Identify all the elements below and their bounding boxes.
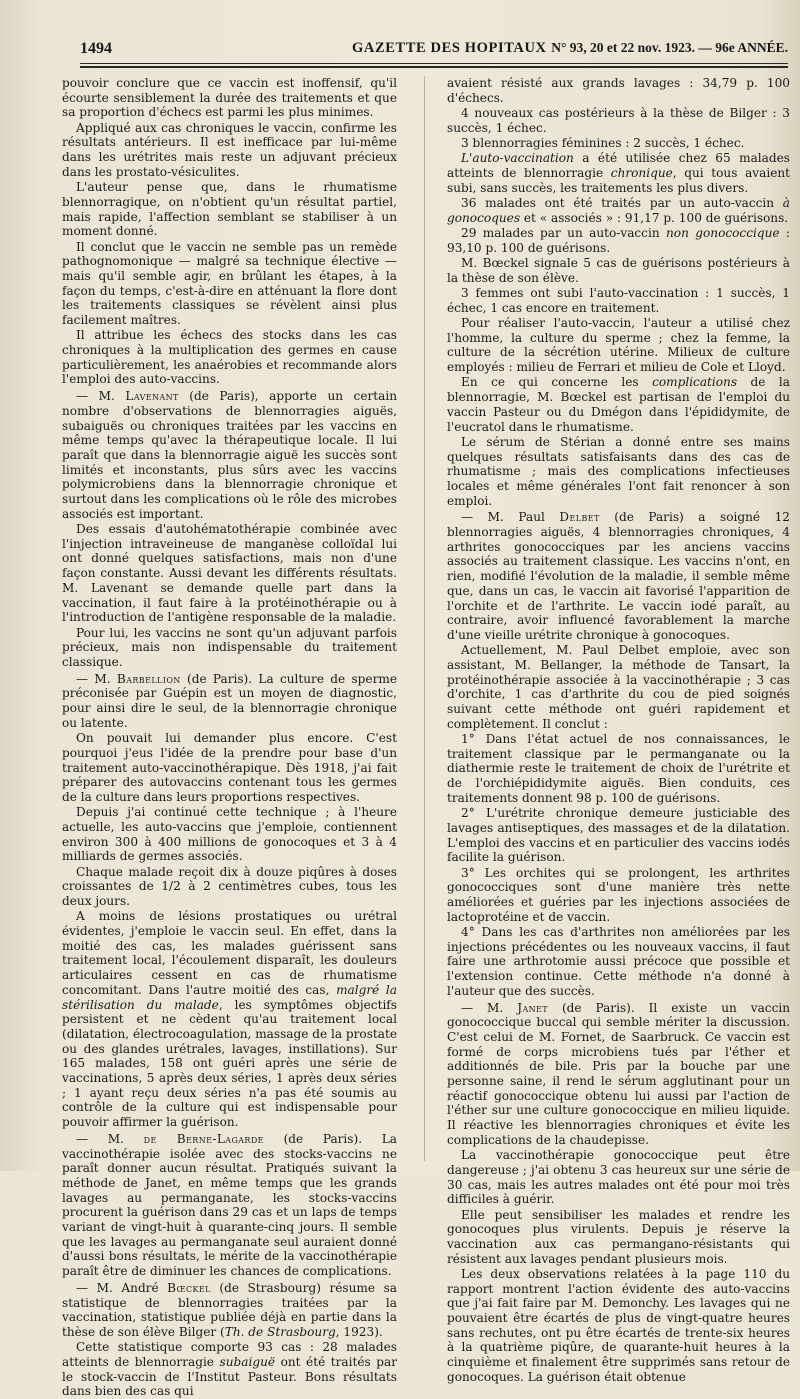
header-rule-double: [80, 66, 788, 68]
paragraph: 29 malades par un auto-vaccin non gonococcique : 93,10 p. 100 de guérisons.: [447, 226, 791, 255]
paragraph: On pouvait lui demander plus encore. C'est pourquoi j'eus l'idée de la prendre pour base d'un traitement auto-vaccinothérapique. Dès 1918, j'ai fait préparer des autovaccins contenant tous les germes de la culture dans leurs proportions respectives.: [62, 731, 397, 804]
conclusion-item: 4° Dans les cas d'arthrites non améliorées par les injections précédentes ou les nouveaux vaccins, il faut faire une arthrotomie aussi précoce que possible et l'extension continue. Cette méthode n'a donné à l'auteur que des succès.: [447, 924, 790, 998]
issue-info: N° 93, 20 et 22 nov. 1923. — 96e ANNÉE.: [551, 40, 788, 55]
paragraph: Depuis j'ai continué cette technique ; à l'heure actuelle, les auto-vaccins que j'emploie, contiennent environ 300 à 400 millions de gonocoques et 3 à 4 milliards de germes associés.: [62, 805, 397, 864]
paragraph: Le sérum de Stérian a donné entre ses mains quelques résultats satisfaisants dans des cas de rhumatisme ; mais des complications infectieuses locales et même générales l'ont fait renoncer à son emploi.: [447, 434, 790, 508]
conclusion-item: 1° Dans l'état actuel de nos connaissances, le traitement classique par le permanganate ou la diathermie reste le traitement de choix de l'urétrite et de l'orchiépididymite aiguës. Bien conduits, ces traitements donnent 98 p. 100 de guérisons.: [447, 732, 790, 805]
author-name: Delbet: [559, 510, 600, 525]
author-name: Lavenant: [125, 389, 179, 404]
paragraph: Il attribue les échecs des stocks dans les cas chroniques à la multiplication des germes en cause particulièrement, les anaérobies et recommande alors l'emploi des auto-vaccins.: [62, 328, 397, 387]
paragraph: Les deux observations relatées à la page 110 du rapport montrent l'action évidente des auto-vaccins que j'ai fait faire par M. Demonchy. Les lavages qui ne pouvaient être écartés de plus de vingt-quatre heures sans rechutes, ont pu être écartés de trente-six heures à la quatrième piqûre, de quarante-huit heures à la cinquième et finalement être supprimés sans retour de gonocoques. La guérison était obtenue: [447, 1266, 790, 1384]
paragraph-janet: — M. Janet (de Paris). Il existe un vaccin gonococcique buccal qui semble mériter la discussion. C'est celui de M. Fornet, de Saarbruck. Ce vaccin est formé de corps microbiens tués par l'éther et additionnés de bile. Pris par la bouche par une personne saine, il rend le sérum agglutinant pour un réactif gonococcique obtenu lui aussi par l'action de l'éther sur une culture gonococcique en milieu liquide. Il réactive les blennorragies chroniques et évite les complications de la chaudepisse.: [447, 1000, 790, 1147]
paragraph: Cette statistique comporte 93 cas : 28 malades atteints de blennorragie subaiguë ont été traités par le stock-vaccin de l'Institut Pasteur. Bons résultats dans bien des cas qui: [62, 1340, 397, 1399]
paragraph: Actuellement, M. Paul Delbet emploie, avec son assistant, M. Bellanger, la méthode de Tansart, la protéinothérapie associée à la vaccinothérapie ; 3 cas d'orchite, 1 cas d'arthrite du cou de pied soignés suivant cette méthode ont guéri rapidement et complètement. Il conclut :: [447, 643, 790, 731]
author-name: Janet: [517, 1000, 549, 1015]
paragraph: Elle peut sensibiliser les malades et rendre les gonocoques plus virulents. Depuis je réserve la vaccination aux cas permangano-résistants qui résistent aux lavages pendant plusieurs mois.: [447, 1207, 790, 1266]
paragraph: L'auteur pense que, dans le rhumatisme blennorragique, on n'obtient qu'un résultat partiel, mais rapide, l'affection semblant se stabiliser à un moment donné.: [62, 180, 397, 239]
paragraph: Appliqué aux cas chroniques le vaccin, confirme les résultats antérieurs. Il est inefficace par lui-même dans les urétrites mais reste un adjuvant précieux dans les prostato-vésiculites.: [62, 120, 397, 179]
paragraph: 3 blennorragies féminines : 2 succès, 1 échec.: [461, 136, 745, 150]
paragraph-lavenant: — M. Lavenant (de Paris), apporte un certain nombre d'observations de blennorragies aiguës, subaiguës ou chroniques traitées par les vaccins en même temps qu'avec la thérapeutique locale. Il lui paraît que dans la blennorragie aiguë les succès sont limités et inconstants, plus sûrs avec les vaccins polymicrobiens dans la blennorragie chronique et surtout dans les complications où le rôle des microbes associés est important.: [62, 389, 397, 521]
paragraph: 36 malades ont été traités par un auto-vaccin à gonocoques et « associés » : 91,17 p. 100 de guérisons.: [447, 196, 790, 225]
paragraph: 4 nouveaux cas postérieurs à la thèse de Bilger : 3 succès, 1 échec.: [447, 106, 790, 135]
running-header: [80, 36, 788, 60]
paragraph-boeckel: — M. André Bœckel (de Strasbourg) résume sa statistique de blennorragies traitées par la vaccination, statistique publiée déjà en partie dans la thèse de son élève Bilger (Th. de Strasbourg, 1923).: [62, 1280, 397, 1339]
right-column: [447, 76, 791, 1384]
paragraph: avaient résisté aux grands lavages : 34,79 p. 100 d'échecs.: [447, 76, 790, 105]
author-name: de Berne-Lagarde: [143, 1131, 264, 1146]
author-name: Barbellion: [116, 671, 181, 686]
paragraph: Pour réaliser l'auto-vaccin, l'auteur a utilisé chez l'homme, la culture du sperme ; chez la femme, la culture de la sécrétion utérine. Milieux de culture employés : milieu de Ferrari et milieu de Cole et Lloyd.: [447, 316, 790, 375]
conclusion-item: 3° Les orchites qui se prolongent, les arthrites gonococciques sont d'une manière très nette améliorées et guéries par les injections associées de lactoprotéine et de vaccin.: [447, 865, 790, 924]
paragraph: Pour lui, les vaccins ne sont qu'un adjuvant parfois précieux, mais non indispensable du traitement classique.: [62, 625, 397, 669]
header-rule: [80, 63, 788, 64]
author-name: Bœckel: [167, 1280, 211, 1295]
journal-title: GAZETTE DES HOPITAUX: [352, 40, 547, 56]
paragraph-berne-lagarde: — M. de Berne-Lagarde (de Paris). La vaccinothérapie isolée avec des stocks-vaccins ne paraît donner aucun résultat. Pratiqués suivant la méthode de Janet, en même temps que les grands lavages au permanganate, les stocks-vaccins procurent la guérison dans 29 cas et un laps de temps variant de vingt-huit à quarante-cinq jours. Il semble que les lavages au permanganate seul auraient donné d'aussi bons résultats, le mérite de la vaccinothérapie paraît être de diminuer les chances de complications.: [62, 1131, 397, 1279]
conclusion-item: 2° L'urétrite chronique demeure justiciable des lavages antiseptiques, des massages et de la dilatation. L'emploi des vaccins et en particulier des vaccins iodés facilite la guérison.: [447, 806, 790, 865]
paragraph: En ce qui concerne les complications de la blennorragie, M. Bœckel est partisan de l'emploi du vaccin Pasteur ou du Dmégon dans l'épididymite, de l'eucratol dans le rhumatisme.: [447, 375, 790, 434]
paragraph-barbellion: — M. Barbellion (de Paris). La culture de sperme préconisée par Guépin est un moyen de diagnostic, pour ainsi dire le seul, de la blennorragie chronique ou latente.: [62, 671, 397, 730]
paragraph: Chaque malade reçoit dix à douze piqûres à doses croissantes de 1/2 à 2 centimètres cubes, tous les deux jours.: [62, 864, 397, 909]
page-number: 1494: [80, 40, 112, 57]
paragraph: M. Bœckel signale 5 cas de guérisons postérieurs à la thèse de son élève.: [447, 256, 790, 285]
left-column: [62, 76, 398, 1399]
paragraph: Il conclut que le vaccin ne semble pas un remède pathognomonique — malgré sa technique élective — mais qu'il semble agir, en brûlant les étapes, à la façon du temps, c'est-à-dire en atténuant la flore dont les traitements classiques se révèlent ainsi plus facilement maîtres.: [62, 239, 397, 328]
paragraph: L'auto-vaccination a été utilisée chez 65 malades atteints de blennorragie chronique, qui tous avaient subi, sans succès, les traitements les plus divers.: [447, 151, 790, 195]
paragraph: Des essais d'autohématothérapie combinée avec l'injection intraveineuse de manganèse colloïdal lui ont donné quelques satisfactions, mais non d'une façon constante. Aussi devant les différents résultats. M. Lavenant se demande quelle part dans la vaccination, il faut faire à la protéinothérapie ou à l'introduction de l'antigène responsable de la maladie.: [62, 522, 397, 625]
paragraph-delbet: — M. Paul Delbet (de Paris) a soigné 12 blennorragies aiguës, 4 blennorragies chroniques, 4 arthrites gonococciques par les anciens vaccins associés au traitement classique. Les vaccins n'ont, en rien, modifié l'évolution de la maladie, il semble même que, dans un cas, le vaccin ait favorisé l'apparition de l'orchite et de l'arthrite. Le vaccin iodé paraît, au contraire, avoir influencé favorablement la marche d'une vieille urétrite chronique à gonocoques.: [447, 510, 790, 642]
paragraph: A moins de lésions prostatiques ou urétral évidentes, j'emploie le vaccin seul. En effet, dans la moitié des cas, les malades guérissent sans traitement local, l'écoulement disparaît, les douleurs articulaires cessent en cas de rhumatisme concomitant. Dans l'autre moitié des cas, malgré la stérilisation du malade, les symptômes objectifs persistent et ne cèdent qu'au traitement local (dilatation, électrocoagulation, massage de la prostate ou des glandes urétrales, lavages, instillations). Sur 165 malades, 158 ont guéri après une série de vaccinations, 5 après deux séries, 1 après deux séries ; 1 ayant reçu deux séries n'a pas été soumis au contrôle de la culture qui est indispensable pour pouvoir affirmer la guérison.: [62, 909, 398, 1130]
paragraph: pouvoir conclure que ce vaccin est inoffensif, qu'il écourte sensiblement la durée des traitements et que sa proportion d'échecs est parmi les plus minimes.: [62, 76, 397, 120]
paragraph: La vaccinothérapie gonococcique peut être dangereuse ; j'ai obtenu 3 cas heureux sur une série de 30 cas, mais les autres malades ont été pour moi très difficiles à guérir.: [447, 1148, 790, 1207]
column-divider: [424, 76, 425, 1161]
paragraph: 3 femmes ont subi l'auto-vaccination : 1 succès, 1 échec, 1 cas encore en traitement.: [447, 286, 790, 315]
